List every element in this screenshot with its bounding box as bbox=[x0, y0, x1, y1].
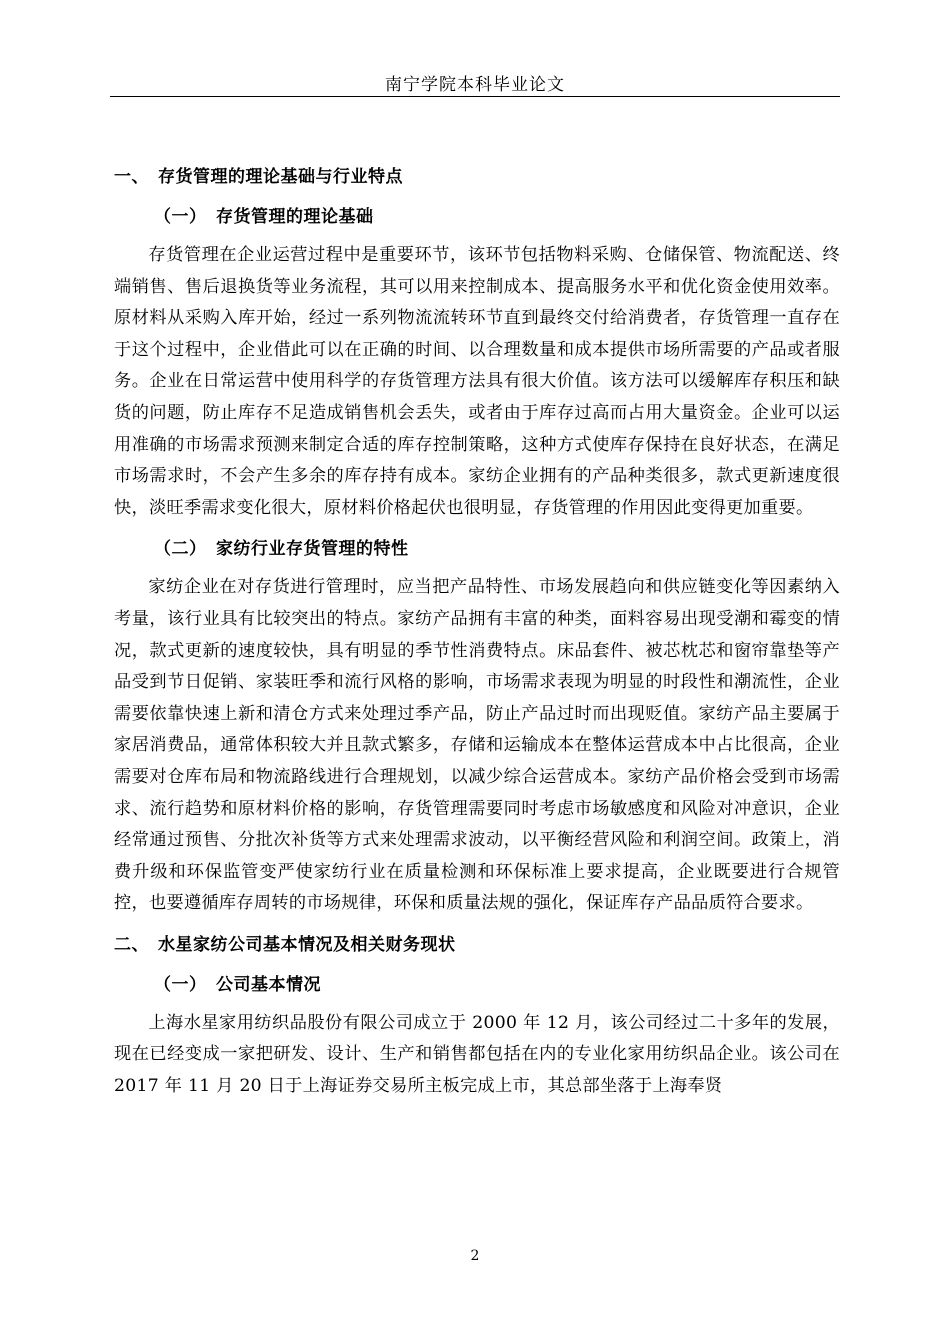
body-paragraph: 上海水星家用纺织品股份有限公司成立于 2000 年 12 月，该公司经过二十多年的发展，现在已经变成一家把研发、设计、生产和销售都包括在内的专业化家用纺织品企业。该公司在 2017 年 11 月 20 日于上海证券交易所主板完成上市，其总部坐落于上海奉贤 bbox=[114, 1012, 840, 1097]
section-number: 二、 bbox=[114, 934, 149, 955]
header-divider bbox=[110, 96, 840, 97]
page-number: 2 bbox=[470, 1248, 480, 1264]
subsection-heading-1-2 bbox=[114, 532, 840, 566]
section-title: 水星家纺公司基本情况及相关财务现状 bbox=[158, 934, 456, 955]
section-title: 存货管理的理论基础与行业特点 bbox=[158, 167, 403, 187]
subsection-number: （一） bbox=[154, 974, 207, 995]
section-number: 一、 bbox=[114, 167, 149, 187]
subsection-number: （一） bbox=[154, 207, 207, 227]
section-heading-1 bbox=[114, 160, 840, 194]
subsection-title: 存货管理的理论基础 bbox=[216, 207, 374, 227]
subsection-title: 公司基本情况 bbox=[216, 974, 321, 995]
subsection-title: 家纺行业存货管理的特性 bbox=[216, 539, 409, 560]
document-body bbox=[114, 160, 840, 1103]
body-paragraph: 存货管理在企业运营过程中是重要环节，该环节包括物料采购、仓储保管、物流配送、终端销售、售后退换货等业务流程，其可以用来控制成本、提高服务水平和优化资金使用效率。原材料从采购入库开始，经过一系列物流流转环节直到最终交付给消费者，存货管理一直存在于这个过程中，企业借此可以在正确的时间、以合理数量和成本提供市场所需要的产品或者服务。企业在日常运营中使用科学的存货管理方法具有很大价值。该方法可以缓解库存积压和缺货的问题，防止库存不足造成销售机会丢失，或者由于库存过高而占用大量资金。企业可以运用准确的市场需求预测来制定合适的库存控制策略，这种方式使库存保持在良好状态，在满足市场需求时，不会产生多余的库存持有成本。家纺企业拥有的产品种类很多，款式更新速度很快，淡旺季需求变化很大，原材料价格起伏也很明显，存货管理的作用因此变得更加重要。 bbox=[114, 245, 840, 518]
page-header: 南宁学院本科毕业论文 bbox=[385, 75, 565, 95]
body-paragraph: 家纺企业在对存货进行管理时，应当把产品特性、市场发展趋向和供应链变化等因素纳入考量，该行业具有比较突出的特点。家纺产品拥有丰富的种类，面料容易出现受潮和霉变的情况，款式更新的速度较快，具有明显的季节性消费特点。床品套件、被芯枕芯和窗帘靠垫等产品受到节日促销、家装旺季和流行风格的影响，市场需求表现为明显的时段性和潮流性，企业需要依靠快速上新和清仓方式来处理过季产品，防止产品过时而出现贬值。家纺产品主要属于家居消费品，通常体积较大并且款式繁多，存储和运输成本在整体运营成本中占比很高，企业需要对仓库布局和物流路线进行合理规划，以减少综合运营成本。家纺产品价格会受到市场需求、流行趋势和原材料价格的影响，存货管理需要同时考虑市场敏感度和风险对冲意识，企业经常通过预售、分批次补货等方式来处理需求波动，以平衡经营风险和利润空间。政策上，消费升级和环保监管变严使家纺行业在质量检测和环保标准上要求提高，企业既要进行合规管控，也要遵循库存周转的市场规律，环保和质量法规的强化，保证库存产品品质符合要求。 bbox=[114, 577, 840, 914]
subsection-number: （二） bbox=[154, 539, 207, 560]
subsection-heading-2-1 bbox=[114, 968, 840, 1002]
subsection-heading-1-1 bbox=[114, 200, 840, 234]
section-heading-2 bbox=[114, 928, 840, 962]
